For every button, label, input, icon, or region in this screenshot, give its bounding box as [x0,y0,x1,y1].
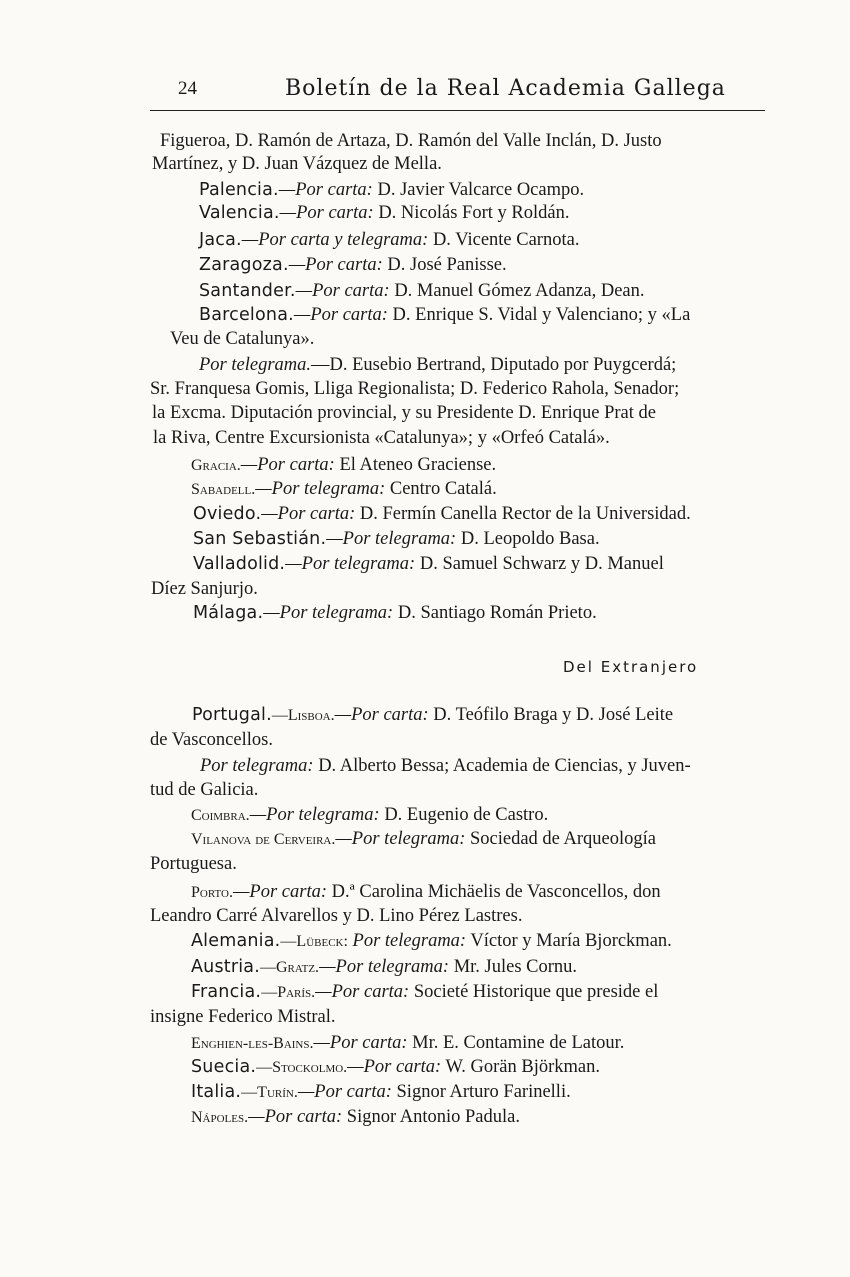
entry-sabadell: Sabadell.—Por telegrama: Centro Catalá. [191,479,497,499]
entry-italia: Italia.—Turín.—Por carta: Signor Arturo Farinelli. [191,1082,571,1102]
journal-title: Boletín de la Real Academia Gallega [285,76,726,101]
entry-vilanova: Vilanova de Cerveira.—Por telegrama: Sociedad de Arqueología [191,829,656,849]
text-line: Veu de Catalunya». [170,329,315,349]
text-line: Sr. Franquesa Gomis, Lliga Regionalista; D. Federico Rahola, Senador; [150,379,680,399]
entry-francia: Francia.—París.—Por carta: Societé Historique que preside el [191,982,659,1002]
text-line: de Vasconcellos. [150,730,273,750]
entry-suecia: Suecia.—Stockolmo.—Por carta: W. Gorän Björkman. [191,1057,600,1077]
entry-valencia: Valencia.—Por carta: D. Nicolás Fort y Roldán. [199,203,570,223]
entry-palencia: Palencia.—Por carta: D. Javier Valcarce Ocampo. [199,180,585,200]
running-header [150,74,765,111]
text-line: insigne Federico Mistral. [150,1007,336,1027]
text-line: Figueroa, D. Ramón de Artaza, D. Ramón del Valle Inclán, D. Justo [160,131,662,151]
text-line: Por telegrama: D. Alberto Bessa; Academia de Ciencias, y Juven- [200,756,691,776]
entry-zaragoza: Zaragoza.—Por carta: D. José Panisse. [199,255,507,275]
text-line: Martínez, y D. Juan Vázquez de Mella. [152,154,442,174]
text-line: Díez Sanjurjo. [151,579,258,599]
entry-porto: Porto.—Por carta: D.ª Carolina Michäelis de Vasconcellos, don [191,882,661,902]
entry-san-sebastian: San Sebastián.—Por telegrama: D. Leopoldo Basa. [193,529,600,549]
page-number: 24 [178,78,197,99]
entry-portugal: Portugal.—Lisboa.—Por carta: D. Teófilo Braga y D. José Leite [192,705,674,725]
text-line: la Excma. Diputación provincial, y su Presidente D. Enrique Prat de [152,403,656,423]
text-line: tud de Galicia. [150,780,259,800]
section-heading: Del Extranjero [563,658,699,676]
entry-santander: Santander.—Por carta: D. Manuel Gómez Adanza, Dean. [199,281,645,301]
text-line: Leandro Carré Alvarellos y D. Lino Pérez Lastres. [150,906,523,926]
entry-valladolid: Valladolid.—Por telegrama: D. Samuel Schwarz y D. Manuel [193,554,664,574]
entry-alemania: Alemania.—Lübeck: Por telegrama: Víctor y María Bjorckman. [191,931,672,951]
entry-austria: Austria.—Gratz.—Por telegrama: Mr. Jules Cornu. [191,957,578,977]
entry-gracia: Gracia.—Por carta: El Ateneo Graciense. [191,455,497,475]
entry-barcelona: Barcelona.—Por carta: D. Enrique S. Vidal y Valenciano; y «La [199,305,691,325]
entry-coimbra: Coimbra.—Por telegrama: D. Eugenio de Castro. [191,805,549,825]
entry-enghien: Enghien-les-Bains.—Por carta: Mr. E. Contamine de Latour. [191,1033,625,1053]
entry-napoles: Nápoles.—Por carta: Signor Antonio Padula. [191,1107,520,1127]
entry-oviedo: Oviedo.—Por carta: D. Fermín Canella Rector de la Universidad. [193,504,691,524]
entry-malaga: Málaga.—Por telegrama: D. Santiago Román Prieto. [193,603,597,623]
text-line: Portuguesa. [150,854,237,874]
entry-jaca: Jaca.—Por carta y telegrama: D. Vicente Carnota. [199,230,580,250]
text-line: la Riva, Centre Excursionista «Catalunya»; y «Orfeó Catalá». [153,428,610,448]
text-line: Por telegrama.—D. Eusebio Bertrand, Diputado por Puygcerdá; [199,355,677,375]
